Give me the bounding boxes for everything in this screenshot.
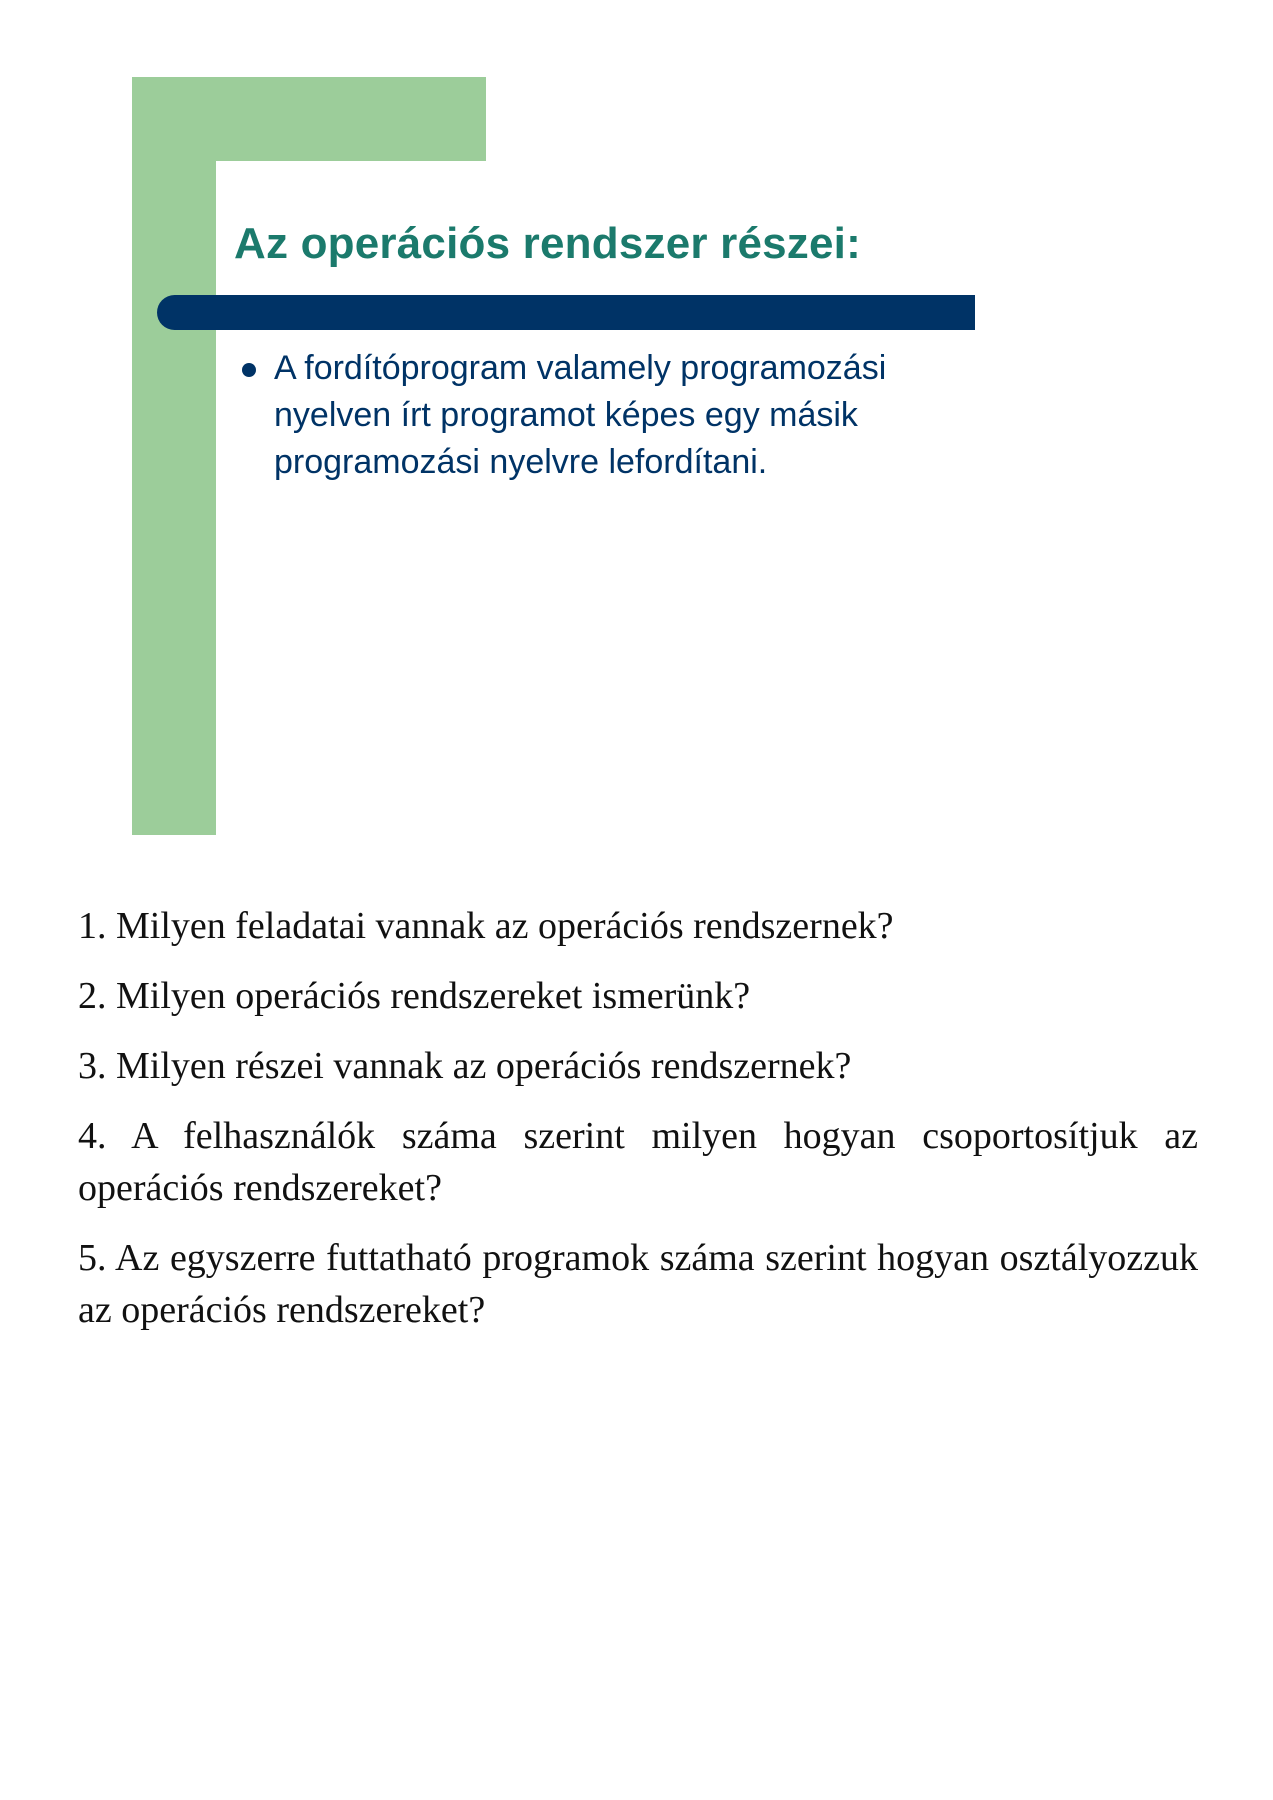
question-list	[78, 900, 1198, 1354]
bullet-dot-icon	[242, 363, 256, 377]
slide-title: Az operációs rendszer részei:	[234, 219, 861, 268]
question-item: 2. Milyen operációs rendszereket ismerünk?	[78, 975, 751, 1017]
slide-bullet-text: A fordítóprogram valamely programozási nyelven írt programot képes egy másik programozási nyelvre lefordítani.	[274, 349, 887, 481]
slide-bullet-item	[236, 345, 976, 486]
slide-green-left-band	[132, 77, 216, 835]
slide-image	[132, 77, 1002, 835]
question-item: 1. Milyen feladatai vannak az operációs rendszernek?	[78, 905, 894, 947]
question-item: 5. Az egyszerre futtatható programok száma szerint hogyan osztályozzuk az operációs rendszereket?	[78, 1237, 1198, 1331]
question-item: 4. A felhasználók száma szerint milyen hogyan csoportosítjuk az operációs rendszereket?	[78, 1115, 1198, 1209]
slide-title-bar	[157, 295, 975, 330]
question-item: 3. Milyen részei vannak az operációs rendszernek?	[78, 1045, 852, 1087]
